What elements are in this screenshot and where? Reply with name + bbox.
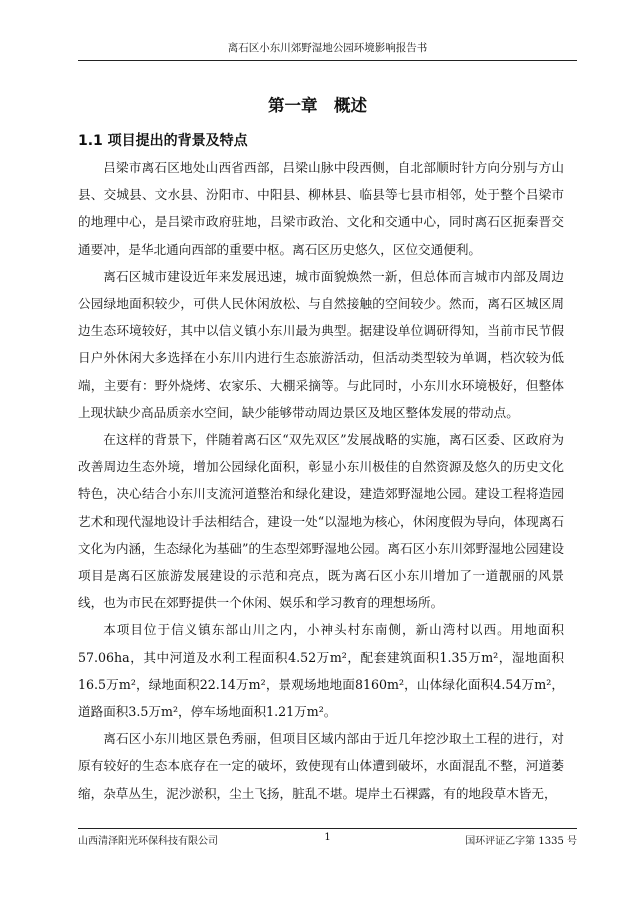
- footer-cert: 国环评证乙字第 1335 号: [465, 836, 577, 847]
- body-text: [78, 154, 564, 807]
- header-title: 离石区小东川郊野湿地公园环境影响报告书: [227, 42, 428, 54]
- page-number: 1: [324, 832, 331, 843]
- page-header: [78, 40, 577, 61]
- page-footer: [78, 828, 577, 847]
- footer-company: 山西清泽阳光环保科技有限公司: [78, 836, 218, 847]
- paragraph-5: 离石区小东川地区景色秀丽，但项目区域内部由于近几年挖沙取土工程的进行，对原有较好的生态本底存在一定的破坏，致使现有山体遭到破坏，水面混乱不整，河道萎缩，杂草丛生，泥沙淤积，尘土飞扬，脏乱不堪。堤岸土石裸露，有的地段草木皆无，: [78, 731, 564, 801]
- paragraph-1: 吕梁市离石区地处山西省西部，吕梁山脉中段西侧，自北部顺时针方向分别与方山县、交城县、文水县、汾阳市、中阳县、柳林县、临县等七县市相邻，处于整个吕梁市的地理中心，是吕梁市政府驻地，吕梁市政治、文化和交通中心，同时离石区扼秦晋交通要冲，是华北通向西部的重要中枢。离石区历史悠久，区位交通便利。: [78, 160, 564, 257]
- section-title: 1.1 项目提出的背景及特点: [78, 133, 248, 149]
- paragraph-2: 离石区城市建设近年来发展迅速，城市面貌焕然一新，但总体而言城市内部及周边公园绿地面积较少，可供人民休闲放松、与自然接触的空间较少。然而，离石区城区周边生态环境较好，其中以信义镇小东川最为典型。据建设单位调研得知，当前市民节假日户外休闲大多选择在小东川内进行生态旅游活动，但活动类型较为单调，档次较为低端，主要有：野外烧烤、农家乐、大棚采摘等。与此同时，小东川水环境极好，但整体上现状缺少高品质亲水空间，缺少能够带动周边景区及地区整体发展的带动点。: [78, 268, 564, 420]
- paragraph-3: 在这样的背景下，伴随着离石区“双先双区”发展战略的实施，离石区委、区政府为改善周边生态外境，增加公园绿化面积，彰显小东川极佳的自然资源及悠久的历史文化特色，决心结合小东川支流河道整治和绿化建设，建造郊野湿地公园。建设工程将造园艺术和现代湿地设计手法相结合，建设一处“以湿地为核心，休闲度假为导向，体现离石文化为内涵，生态绿化为基础”的生态型郊野湿地公园。离石区小东川郊野湿地公园建设项目是离石区旅游发展建设的示范和亮点，既为离石区小东川增加了一道靓丽的风景线，也为市民在郊野提供一个休闲、娱乐和学习教育的理想场所。: [78, 432, 564, 611]
- chapter-title: 第一章 概述: [268, 96, 367, 115]
- paragraph-4: 本项目位于信义镇东部山川之内，小神头村东南侧，新山湾村以西。用地面积57.06ha，其中河道及水利工程面积4.52万m²，配套建筑面积1.35万m²，湿地面积16.5万m²，绿地面积22.14万m²，景观场地地面8160m²，山体绿化面积4.54万m²，道路面积3.5万m²，停车场地面积1.21万m²。: [78, 622, 564, 720]
